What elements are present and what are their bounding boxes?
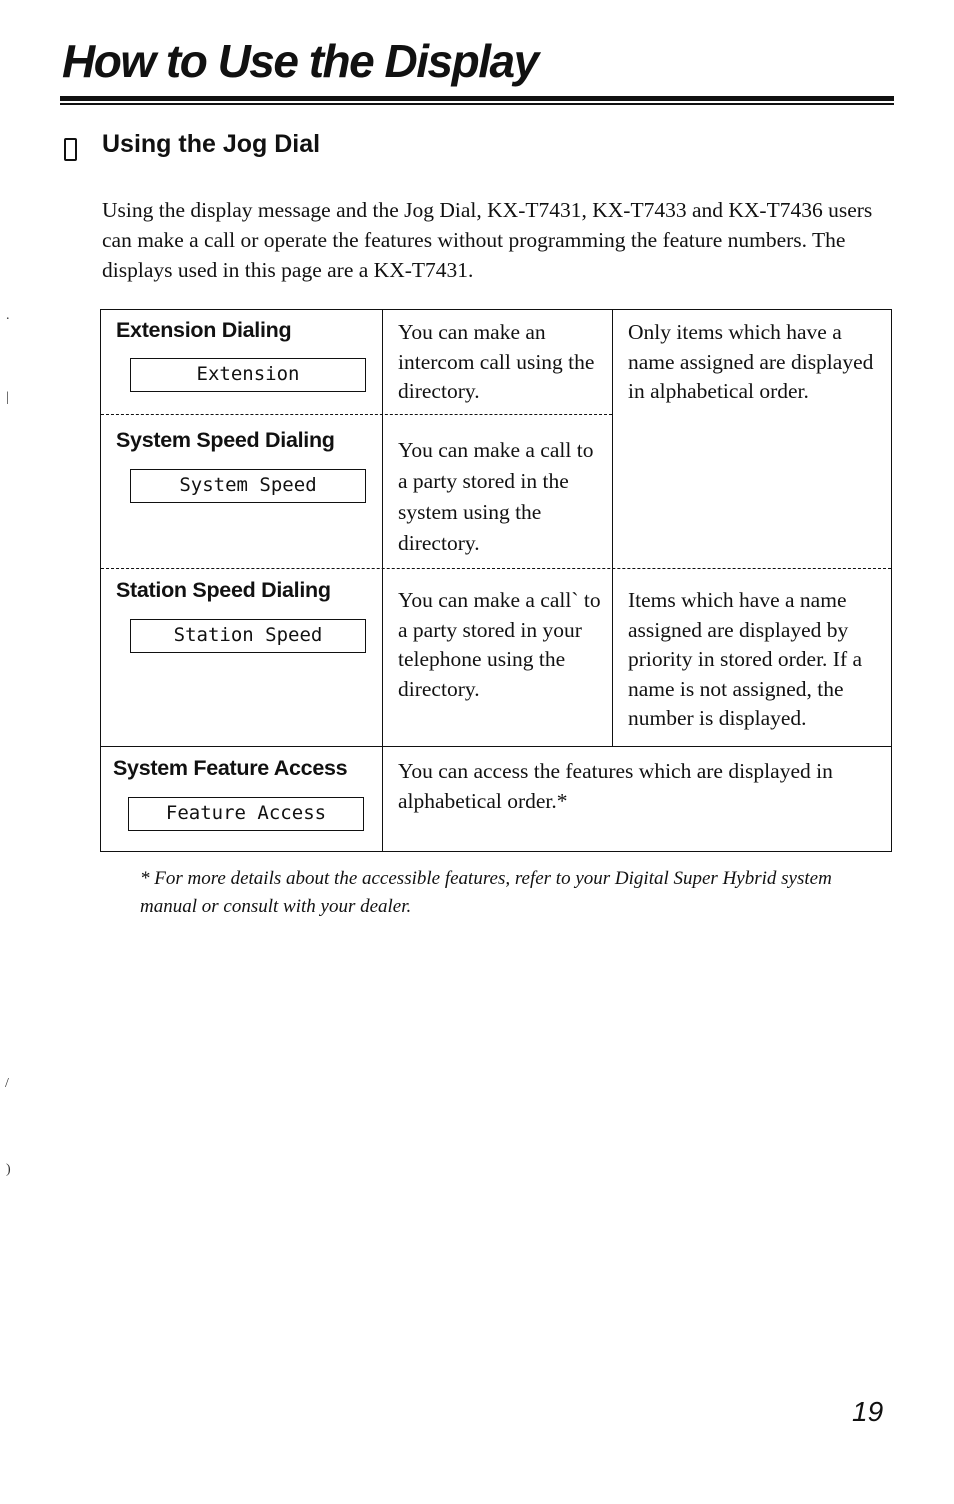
scan-speck: )	[6, 1162, 11, 1177]
column-divider-2	[612, 309, 613, 746]
lcd-display-extension: Extension	[130, 358, 366, 392]
column-divider-1	[382, 309, 383, 852]
footnote: * For more details about the accessible features, refer to your Digital Super Hybrid system manual or consult with your dealer.	[140, 868, 832, 917]
page-number: 19	[852, 1396, 884, 1427]
section-bullet-icon	[64, 138, 77, 161]
row-divider-1	[101, 414, 612, 415]
intro-paragraph: Using the display message and the Jog Dial, KX-T7431, KX-T7433 and KX-T7436 users can make a call or operate the features without programming the feature numbers. The displays used in this page are a KX-T7431.	[102, 198, 873, 282]
page-title: How to Use the Display	[62, 35, 538, 87]
title-rule-thick	[60, 96, 894, 101]
lcd-display-feature-access: Feature Access	[128, 797, 364, 831]
scan-speck: /	[5, 1076, 9, 1091]
row-label-system-feature-access: System Feature Access	[113, 756, 348, 780]
lcd-display-system-speed: System Speed	[130, 469, 366, 503]
row-label-extension-dialing: Extension Dialing	[116, 318, 292, 342]
row-description-extension-dialing: You can make an intercom call using the directory.	[398, 320, 595, 403]
row-divider-2	[101, 568, 891, 569]
title-rule-thin	[60, 103, 894, 105]
row-description-system-feature-access: You can access the features which are displayed in alphabetical order.*	[398, 759, 833, 813]
row-label-system-speed-dialing: System Speed Dialing	[116, 428, 335, 452]
row-label-station-speed-dialing: Station Speed Dialing	[116, 578, 331, 602]
row-description-station-speed-dialing: You can make a call` to a party stored in your telephone using the directory.	[398, 588, 601, 701]
section-title: Using the Jog Dial	[102, 130, 321, 158]
row-description-system-speed-dialing: You can make a call to a party stored in the system using the directory.	[398, 438, 594, 555]
note-stored-order: Items which have a name assigned are displayed by priority in stored order. If a name is not assigned, the number is displayed.	[628, 588, 863, 730]
note-alphabetical-order: Only items which have a name assigned are displayed in alphabetical order.	[628, 320, 874, 403]
row-divider-3	[100, 746, 892, 747]
lcd-display-station-speed: Station Speed	[130, 619, 366, 653]
scan-speck: |	[6, 390, 9, 405]
scan-speck: .	[6, 308, 10, 323]
